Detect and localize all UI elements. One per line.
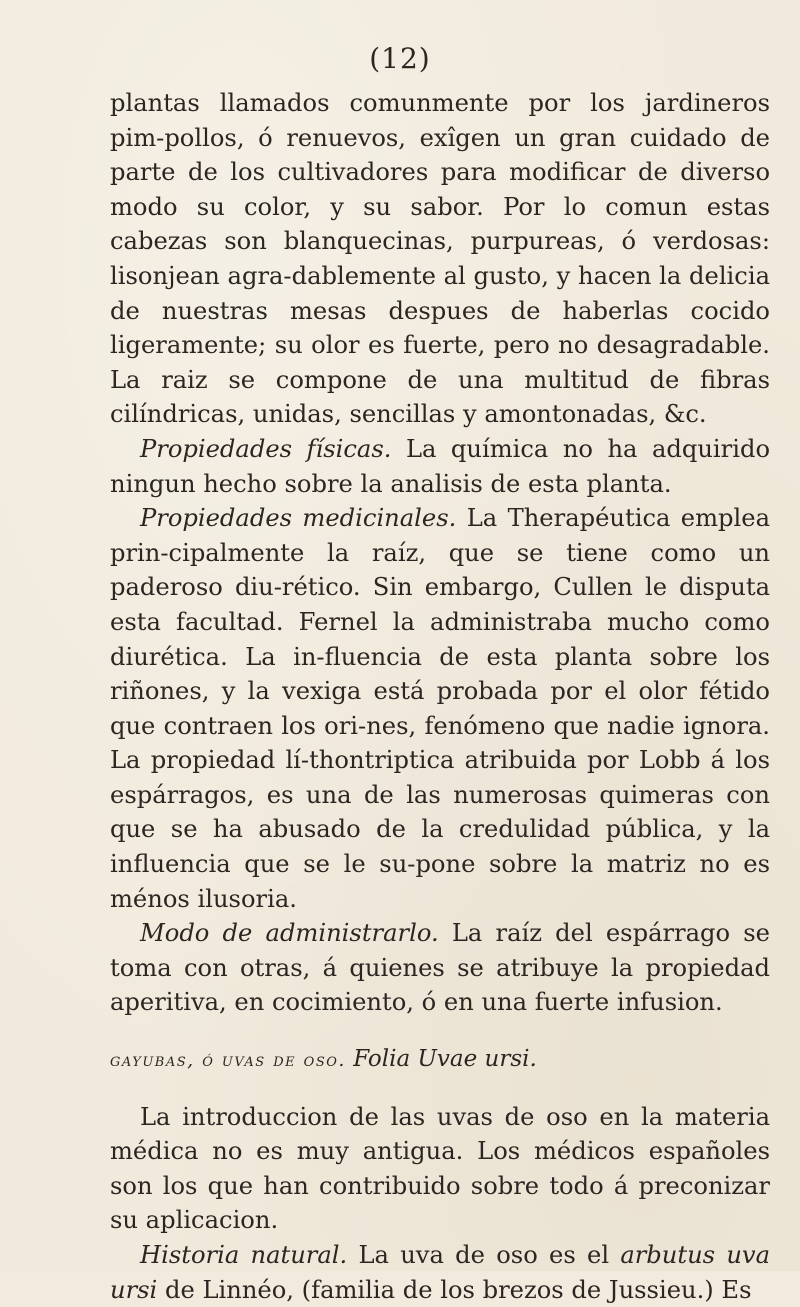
paragraph-natural-history bbox=[110, 1238, 770, 1307]
administration-text: La raíz del espárrago se toma con otras, á quienes se atribuye la propiedad aperitiva, en cocimiento, ó en una fuerte infusion. bbox=[110, 919, 770, 1017]
physical-properties-text: La química no ha adquirido ningun hecho sobre la analisis de esta planta. bbox=[110, 434, 771, 498]
page-body-text bbox=[110, 86, 770, 1307]
administration-heading: Modo de administrarlo. bbox=[140, 919, 439, 948]
paragraph-1: plantas llamados comunmente por los jardineros pim-pollos, ó renuevos, exîgen un gran cuidado de parte de los cultivadores para modificar de diverso modo su color, y su sabor. Por lo comun estas cabezas son blanquecinas, purpureas, ó verdosas: lisonjean agra-dablemente al gusto, y hacen la delicia de nuestras mesas despues de haberlas cocido ligeramente; su olor es fuerte, pero no desagradable. La raiz se compone de una multitud de fibras cilíndricas, unidas, sencillas y amontonadas, &c. bbox=[110, 89, 770, 429]
paragraph-physical-properties bbox=[110, 432, 770, 501]
section-heading-title: gayubas, ó uvas de oso. bbox=[110, 1049, 346, 1072]
medicinal-properties-text: La Therapéutica emplea prin-cipalmente la raíz, que se tiene como un paderoso diu-rético. Sin embargo, Cullen le disputa esta facultad. Fernel la administraba mucho como diurética. La in-fluencia de esta planta sobre los riñones, y la vexiga está probada por el olor fétido que contraen los ori-nes, fenómeno que nadie ignora. La propiedad lí-thontriptica atribuida por Lobb á los espárragos, es una de las numerosas quimeras con que se ha abusado de la credulidad pública, y la influencia que se le su-pone sobre la matriz no es ménos ilusoria. bbox=[110, 504, 770, 913]
natural-history-latin-name: arbutus uva ursi bbox=[110, 1241, 771, 1304]
medicinal-properties-heading: Propiedades medicinales. bbox=[140, 504, 457, 533]
paragraph-introduction: La introduccion de las uvas de oso en la materia médica no es muy antigua. Los médicos españoles son los que han contribuido sobre todo á preconizar su aplicacion. bbox=[110, 1102, 770, 1235]
natural-history-text-b: de Linnéo, (familia de los brezos de Jussieu.) Es bbox=[157, 1275, 752, 1304]
paragraph-medicinal-properties bbox=[110, 501, 770, 916]
natural-history-text-a: La uva de oso es el bbox=[347, 1241, 621, 1269]
section-heading-latin: Folia Uvae ursi. bbox=[345, 1046, 537, 1073]
page-number: (12) bbox=[369, 42, 431, 75]
paragraph-administration bbox=[110, 916, 770, 1020]
natural-history-heading: Historia natural. bbox=[140, 1241, 348, 1269]
section-heading-gayubas bbox=[110, 1042, 770, 1078]
physical-properties-heading: Propiedades físicas. bbox=[140, 434, 392, 463]
